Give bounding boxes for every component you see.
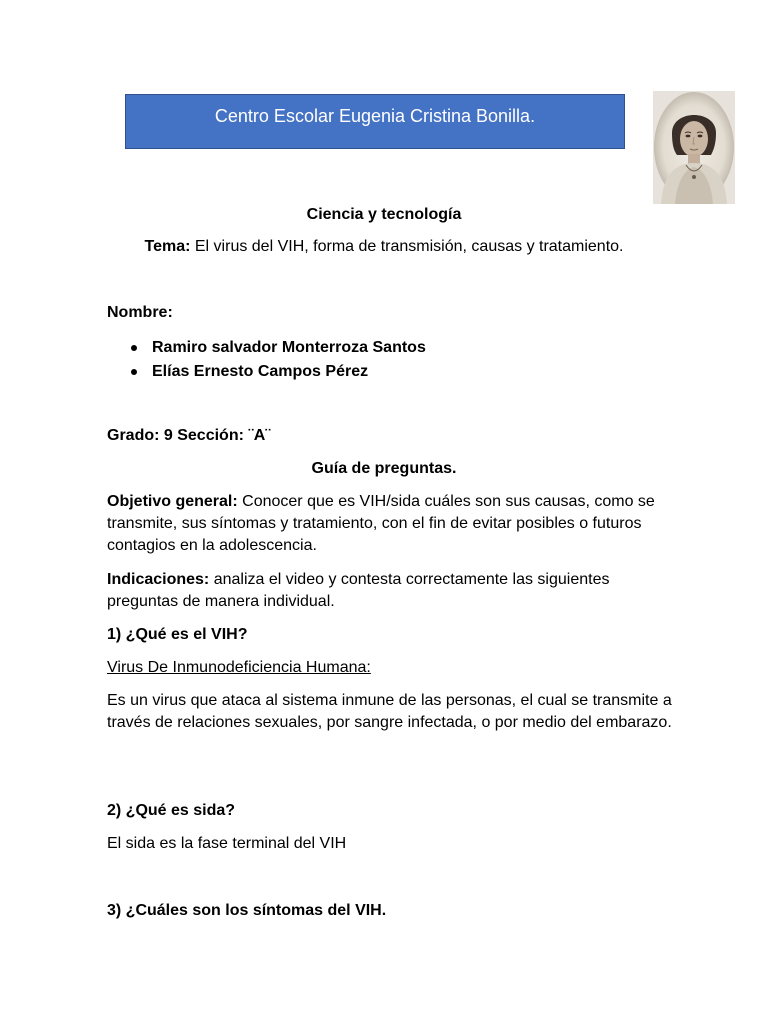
question-3: 3) ¿Cuáles son los síntomas del VIH. bbox=[107, 902, 387, 919]
list-item: Ramiro salvador Monterroza Santos bbox=[107, 336, 426, 360]
topic-line bbox=[0, 236, 768, 258]
objective-paragraph bbox=[107, 491, 677, 557]
instructions-text: analiza el video y contesta correctamente las siguientes preguntas de manera individual. bbox=[107, 571, 610, 610]
question-2: 2) ¿Qué es sida? bbox=[107, 802, 236, 819]
instructions-paragraph bbox=[107, 569, 677, 613]
question-2-answer: El sida es la fase terminal del VIH bbox=[107, 835, 347, 852]
grade-line: Grado: 9 Sección: ¨A¨ bbox=[107, 427, 271, 444]
school-header-box bbox=[125, 94, 625, 149]
subject-title: Ciencia y tecnología bbox=[306, 206, 462, 223]
school-name: Centro Escolar Eugenia Cristina Bonilla. bbox=[214, 106, 536, 126]
name-label: Nombre: bbox=[107, 304, 173, 321]
objective-label: Objetivo general: bbox=[107, 493, 238, 510]
bullet-icon bbox=[131, 369, 137, 375]
question-1: 1) ¿Qué es el VIH? bbox=[107, 626, 248, 643]
guide-title: Guía de preguntas. bbox=[311, 460, 457, 477]
portrait-image bbox=[653, 91, 735, 204]
topic-label: Tema: bbox=[144, 238, 191, 255]
question-1-answer: Es un virus que ataca al sistema inmune de las personas, el cual se transmite a través de relaciones sexuales, por sangre infectada, o por medio del embarazo. bbox=[107, 692, 672, 731]
bullet-icon bbox=[131, 345, 137, 351]
list-item: Elías Ernesto Campos Pérez bbox=[107, 360, 426, 384]
instructions-label: Indicaciones: bbox=[107, 571, 210, 588]
student-list bbox=[107, 336, 426, 384]
objective-text: Conocer que es VIH/sida cuáles son sus causas, como se transmite, sus síntomas y tratamiento, con el fin de evitar posibles o futuros contagios en la adolescencia. bbox=[107, 493, 655, 554]
question-1-heading: Virus De Inmunodeficiencia Humana: bbox=[107, 659, 371, 676]
topic-text: El virus del VIH, forma de transmisión, causas y tratamiento. bbox=[190, 238, 624, 255]
